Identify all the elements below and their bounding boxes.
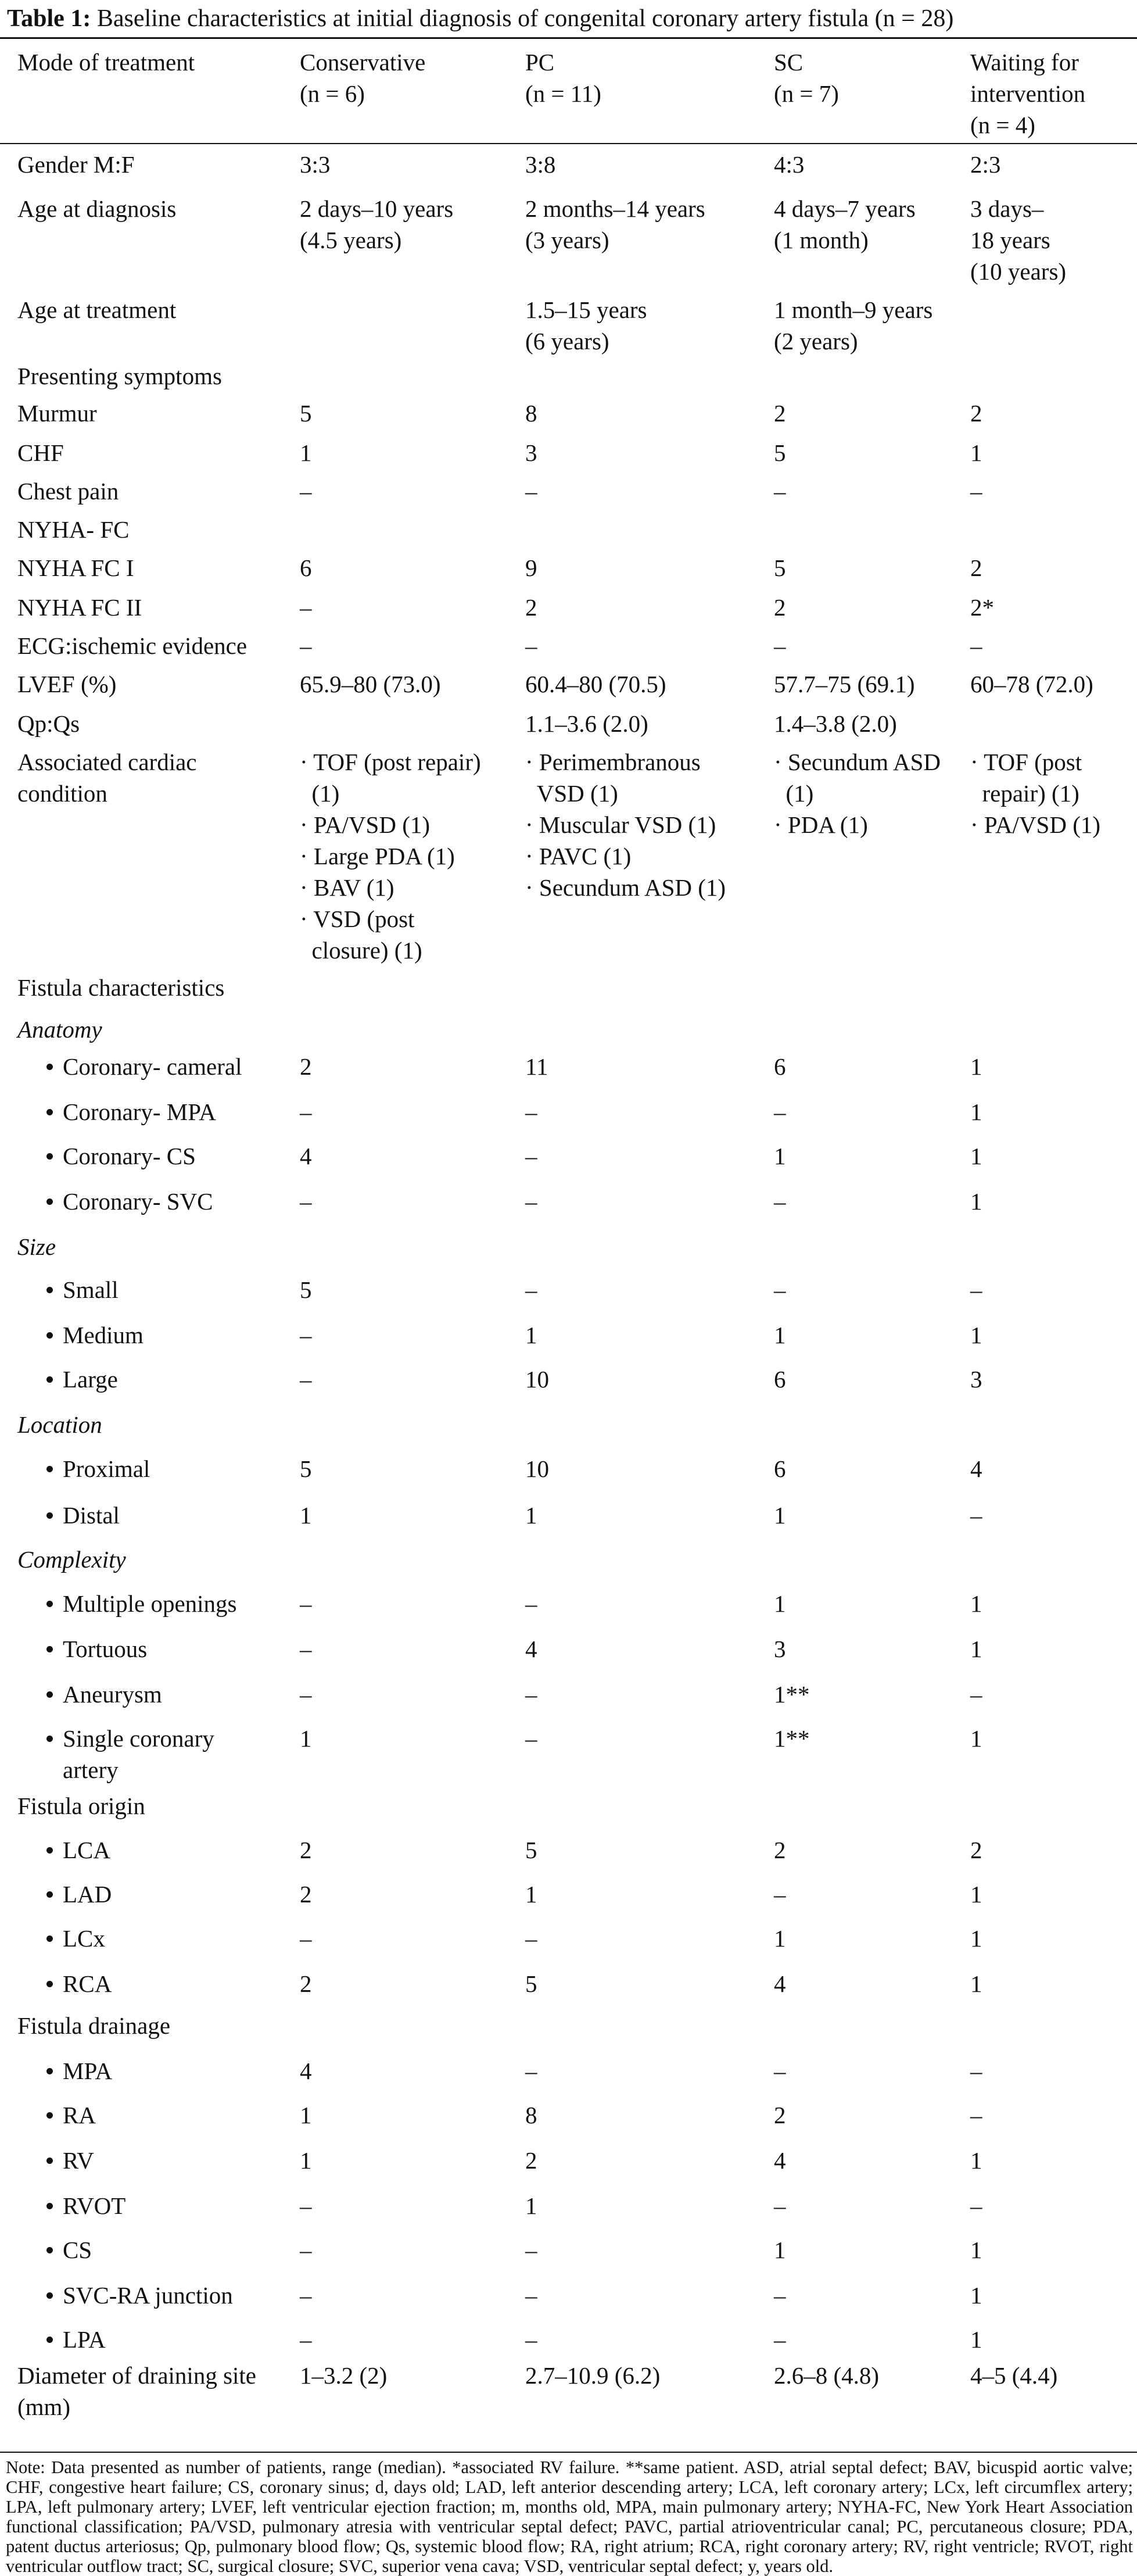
cell-sc: 2 (774, 400, 786, 427)
cell-conservative: – (300, 2282, 312, 2309)
cell-line: 1 month–9 years (774, 296, 933, 323)
cell-waiting: 1 (970, 1143, 982, 1169)
cell-line: Associated cardiac (17, 749, 197, 775)
bullet-icon (0, 2234, 58, 2266)
cell-line: · TOF (post (970, 749, 1082, 775)
cell-sc: 2 (774, 594, 786, 621)
cell-line: (4.5 years) (300, 227, 402, 253)
cell-waiting: 2 (970, 400, 982, 427)
cell-waiting: – (970, 2058, 982, 2084)
cell-line: Mode of treatment (17, 49, 195, 76)
cell-waiting: 1 (970, 439, 982, 466)
cell-sc: – (774, 1276, 786, 1303)
section-heading: Fistula origin (17, 1793, 145, 1819)
row-label: LCx (63, 1925, 105, 1952)
cell-waiting: 1 (970, 1881, 982, 1908)
cell-waiting: – (970, 1681, 982, 1708)
cell-line: (n = 6) (300, 80, 365, 107)
cell-line: (2 years) (774, 328, 858, 355)
row-label: NYHA FC I (17, 554, 134, 581)
cell-waiting: 1 (970, 1636, 982, 1662)
cell-pc: 60.4–80 (70.5) (525, 671, 666, 697)
cell-sc: – (774, 2326, 786, 2353)
table-label: Table 1: (7, 5, 91, 32)
cell-sc: 1** (774, 1681, 810, 1708)
cell-pc: 8 (525, 400, 537, 427)
row-label: RVOT (63, 2192, 126, 2219)
cell-line: VSD (1) (525, 780, 618, 807)
row-label: Gender M:F (17, 151, 135, 178)
cell-line: (1) (300, 780, 340, 807)
cell-waiting (970, 746, 1136, 840)
bullet-icon (0, 1679, 58, 1710)
cell-waiting: – (970, 2192, 982, 2219)
cell-waiting: 1 (970, 2282, 982, 2309)
cell-sc: 1 (774, 2237, 786, 2263)
section-heading: Fistula characteristics (17, 974, 225, 1001)
cell-waiting: 4–5 (4.4) (970, 2362, 1058, 2389)
cell-conservative: – (300, 1590, 312, 1617)
cell-line: (10 years) (970, 258, 1067, 285)
cell-conservative: 1 (300, 1502, 312, 1529)
cell-waiting: – (970, 2102, 982, 2128)
table-title: Baseline characteristics at initial diagnosis of congenital coronary artery fistula (n = 28) (96, 5, 954, 32)
cell-pc: – (525, 1188, 537, 1215)
cell-waiting: 1 (970, 1590, 982, 1617)
cell-waiting: 1 (970, 1053, 982, 1080)
cell-conservative: 4 (300, 1143, 312, 1169)
column-header-conservative (300, 46, 521, 109)
row-label: Coronary- CS (63, 1143, 196, 1169)
row-label: LVEF (%) (17, 671, 117, 697)
cell-pc: – (525, 2326, 537, 2353)
cell-pc: 11 (525, 1053, 548, 1080)
cell-line: closure) (1) (300, 937, 422, 964)
cell-pc (525, 193, 769, 256)
bullet-icon (0, 1274, 58, 1305)
bullet-icon (0, 1879, 58, 1910)
bullet-icon (0, 2145, 58, 2176)
cell-sc (774, 193, 966, 256)
cell-line: 2 days–10 years (300, 195, 454, 222)
row-label: Coronary- SVC (63, 1188, 213, 1215)
cell-pc: 1 (525, 1322, 537, 1348)
cell-line: intervention (970, 80, 1086, 107)
cell-sc (774, 294, 966, 357)
cell-conservative: 3:3 (300, 151, 331, 178)
cell-line: (n = 7) (774, 80, 839, 107)
row-label (17, 746, 296, 809)
bullet-icon (0, 1923, 58, 1954)
row-label: Aneurysm (63, 1681, 162, 1708)
cell-pc: 3:8 (525, 151, 556, 178)
cell-waiting: 2 (970, 554, 982, 581)
cell-waiting: 2 (970, 1837, 982, 1863)
cell-sc: 4 (774, 2147, 786, 2174)
cell-line: · PAVC (1) (525, 843, 632, 870)
cell-line: · Muscular VSD (1) (525, 811, 716, 838)
cell-line: (1 month) (774, 227, 869, 253)
bullet-icon (0, 1834, 58, 1866)
cell-line: SC (774, 49, 804, 76)
cell-conservative: – (300, 478, 312, 505)
row-label: RV (63, 2147, 94, 2174)
table-footnote: Note: Data presented as number of patients, range (median). *associated RV failure. **same patient. ASD, atrial septal defect; BAV, bicuspid aortic valve; CHF, congestive heart failure; CS, coronary sinus; d, days old; LAD, left anterior descending artery; LCA, left coronary artery; LCx, left circumflex artery; LPA, left pulmonary artery; LVEF, left ventricular ejection fraction; m, months old, MPA, main pulmonary artery; NYHA-FC, New York Heart Association functional classification; PA/VSD, pulmonary atresia with ventricular septal defect; PAVC, partial atrioventricular canal; PC, percutaneous closure; PDA, patent ductus arteriosus; Qp, pulmonary blood flow; Qs, systemic blood flow; RA, right atrium; RCA, right coronary artery; RV, right ventricle; RVOT, right ventricular outflow tract; SC, surgical closure; SVC, superior vena cava; VSD, ventricular septal defect; y, years old. (6, 2457, 1133, 2576)
cell-line: · TOF (post repair) (300, 749, 481, 775)
cell-conservative: – (300, 632, 312, 659)
cell-conservative: – (300, 2192, 312, 2219)
cell-sc: 4:3 (774, 151, 805, 178)
row-label: RCA (63, 1970, 112, 1997)
cell-pc: 8 (525, 2102, 537, 2128)
cell-sc: 1 (774, 1925, 786, 1952)
bullet-icon (0, 2055, 58, 2087)
cell-line: · PA/VSD (1) (970, 811, 1101, 838)
section-heading: Fistula drainage (17, 2012, 171, 2039)
row-label: Qp:Qs (17, 710, 80, 737)
cell-pc: – (525, 2282, 537, 2309)
cell-sc: 1 (774, 1143, 786, 1169)
cell-line: (n = 4) (970, 112, 1035, 138)
cell-conservative: 2 (300, 1881, 312, 1908)
cell-sc: – (774, 2282, 786, 2309)
bottom-rule (0, 2452, 1137, 2453)
section-heading: NYHA- FC (17, 516, 130, 543)
subsection-heading: Complexity (17, 1546, 126, 1573)
cell-line: · VSD (post (300, 906, 415, 932)
cell-line: · Secundum ASD (1) (525, 874, 726, 901)
section-heading: Presenting symptoms (17, 363, 222, 389)
cell-conservative: 2 (300, 1053, 312, 1080)
bullet-icon (0, 1186, 58, 1217)
cell-line: · PA/VSD (1) (300, 811, 431, 838)
cell-pc: – (525, 2058, 537, 2084)
cell-line: (n = 11) (525, 80, 601, 107)
cell-sc: 1 (774, 1502, 786, 1529)
cell-line: · PDA (1) (774, 811, 868, 838)
cell-waiting: 1 (970, 1188, 982, 1215)
cell-sc: 6 (774, 1455, 786, 1482)
cell-sc: 6 (774, 1053, 786, 1080)
cell-waiting: 3 (970, 1366, 982, 1393)
cell-line: 4 days–7 years (774, 195, 916, 222)
cell-sc: 4 (774, 1970, 786, 1997)
cell-sc: 6 (774, 1366, 786, 1393)
cell-line: repair) (1) (970, 780, 1079, 807)
cell-line: artery (63, 1756, 119, 1783)
cell-pc: – (525, 1276, 537, 1303)
cell-pc: 2.7–10.9 (6.2) (525, 2362, 661, 2389)
cell-pc: – (525, 1681, 537, 1708)
row-label: LAD (63, 1881, 112, 1908)
row-label: RA (63, 2102, 96, 2128)
cell-conservative: – (300, 1099, 312, 1125)
subsection-heading: Anatomy (17, 1016, 102, 1043)
bullet-icon (0, 1633, 58, 1665)
cell-sc (774, 746, 966, 840)
bullet-icon (0, 1319, 58, 1351)
cell-line: · Secundum ASD (774, 749, 941, 775)
bullet-icon (0, 1051, 58, 1082)
column-header-mode-of-treatment (17, 46, 296, 78)
cell-line: (1) (774, 780, 814, 807)
cell-sc: – (774, 1099, 786, 1125)
cell-waiting: 1 (970, 2237, 982, 2263)
cell-conservative: 65.9–80 (73.0) (300, 671, 441, 697)
cell-sc: – (774, 2058, 786, 2084)
row-label: Coronary- cameral (63, 1053, 242, 1080)
row-label: CS (63, 2237, 92, 2263)
row-label: CHF (17, 439, 64, 466)
cell-pc: – (525, 632, 537, 659)
cell-sc: 1** (774, 1725, 810, 1752)
bullet-icon (0, 2324, 58, 2355)
cell-pc: – (525, 2237, 537, 2263)
cell-pc: 4 (525, 1636, 537, 1662)
cell-conservative: – (300, 2326, 312, 2353)
cell-waiting: 4 (970, 1455, 982, 1482)
cell-sc: – (774, 1881, 786, 1908)
cell-conservative: – (300, 594, 312, 621)
cell-conservative: 1 (300, 439, 312, 466)
cell-conservative: – (300, 1681, 312, 1708)
cell-conservative: – (300, 1366, 312, 1393)
cell-waiting: 1 (970, 1970, 982, 1997)
subsection-heading: Location (17, 1411, 102, 1438)
row-label: Tortuous (63, 1636, 148, 1662)
cell-line: (6 years) (525, 328, 609, 355)
row-label: Large (63, 1366, 118, 1393)
bullet-icon (0, 2280, 58, 2311)
cell-sc: 1 (774, 1322, 786, 1348)
cell-waiting: 1 (970, 1099, 982, 1125)
cell-sc: 2 (774, 1837, 786, 1863)
cell-pc: 3 (525, 439, 537, 466)
cell-conservative: 1–3.2 (2) (300, 2362, 388, 2389)
cell-waiting: 60–78 (72.0) (970, 671, 1093, 697)
cell-conservative: – (300, 1925, 312, 1952)
cell-pc: 5 (525, 1837, 537, 1863)
row-label (17, 2360, 296, 2423)
cell-pc: 9 (525, 554, 537, 581)
row-label: NYHA FC II (17, 594, 142, 621)
cell-pc: 2 (525, 2147, 537, 2174)
cell-line: 18 years (970, 227, 1050, 253)
cell-conservative: 6 (300, 554, 312, 581)
cell-waiting: 1 (970, 2147, 982, 2174)
bullet-icon (0, 1140, 58, 1172)
cell-waiting (970, 193, 1136, 287)
cell-line: Waiting for (970, 49, 1079, 76)
row-label: Age at treatment (17, 296, 177, 323)
cell-waiting: 1 (970, 1725, 982, 1752)
row-label: LPA (63, 2326, 106, 2353)
cell-conservative: 1 (300, 2102, 312, 2128)
cell-pc: 1 (525, 1502, 537, 1529)
cell-sc: 1.4–3.8 (2.0) (774, 710, 897, 737)
cell-sc: – (774, 1188, 786, 1215)
cell-sc: – (774, 2192, 786, 2219)
cell-conservative: – (300, 1636, 312, 1662)
table-caption (7, 1, 1134, 36)
cell-line: 2 months–14 years (525, 195, 705, 222)
row-label: Coronary- MPA (63, 1099, 216, 1125)
cell-conservative (300, 193, 521, 256)
cell-line: Single coronary (63, 1725, 214, 1752)
cell-conservative: 5 (300, 1276, 312, 1303)
cell-pc: – (525, 1099, 537, 1125)
cell-conservative: 4 (300, 2058, 312, 2084)
cell-pc: – (525, 478, 537, 505)
bullet-icon (0, 2190, 58, 2221)
cell-pc: – (525, 1590, 537, 1617)
column-header-sc (774, 46, 966, 109)
row-label: SVC-RA junction (63, 2282, 233, 2309)
row-label: Age at diagnosis (17, 195, 177, 222)
cell-line: 3 days– (970, 195, 1044, 222)
cell-line: · BAV (1) (300, 874, 394, 901)
subsection-heading: Size (17, 1233, 56, 1260)
row-label: Murmur (17, 400, 97, 427)
cell-pc: 10 (525, 1455, 549, 1482)
cell-pc: – (525, 1143, 537, 1169)
row-label: Small (63, 1276, 119, 1303)
cell-waiting: 1 (970, 1925, 982, 1952)
cell-pc (525, 294, 769, 357)
row-label: Proximal (63, 1455, 150, 1482)
row-label: Medium (63, 1322, 144, 1348)
cell-line: Diameter of draining site (17, 2362, 257, 2389)
bullet-icon (0, 1723, 58, 1754)
cell-sc: 2.6–8 (4.8) (774, 2362, 880, 2389)
row-label: MPA (63, 2058, 113, 2084)
cell-sc: 5 (774, 554, 786, 581)
cell-conservative: 1 (300, 1725, 312, 1752)
cell-line: Conservative (300, 49, 426, 76)
bullet-icon (0, 1968, 58, 1999)
cell-sc: 2 (774, 2102, 786, 2128)
cell-waiting: – (970, 1502, 982, 1529)
cell-line: (3 years) (525, 227, 609, 253)
bullet-icon (0, 2099, 58, 2131)
cell-conservative: – (300, 1188, 312, 1215)
cell-waiting: 2* (970, 594, 994, 621)
row-label: LCA (63, 1837, 110, 1863)
cell-waiting: – (970, 478, 982, 505)
cell-waiting: – (970, 1276, 982, 1303)
cell-conservative: 5 (300, 1455, 312, 1482)
cell-sc: 5 (774, 439, 786, 466)
cell-conservative: 5 (300, 400, 312, 427)
cell-conservative: 2 (300, 1837, 312, 1863)
cell-waiting: 1 (970, 2326, 982, 2353)
column-header-pc (525, 46, 769, 109)
row-label: Distal (63, 1502, 120, 1529)
column-header-waiting-for (970, 46, 1136, 141)
cell-pc: 2 (525, 594, 537, 621)
bullet-icon (0, 1588, 58, 1619)
cell-sc: 3 (774, 1636, 786, 1662)
bullet-icon (0, 1500, 58, 1531)
header-rule (0, 143, 1137, 144)
bullet-icon (0, 1453, 58, 1484)
cell-pc: – (525, 1925, 537, 1952)
cell-line: 1.5–15 years (525, 296, 647, 323)
cell-sc: – (774, 632, 786, 659)
cell-line: condition (17, 780, 107, 807)
cell-pc: 10 (525, 1366, 549, 1393)
row-label: ECG:ischemic evidence (17, 632, 248, 659)
row-label: Chest pain (17, 478, 119, 505)
cell-pc: 5 (525, 1970, 537, 1997)
cell-waiting: 1 (970, 1322, 982, 1348)
cell-pc: 1.1–3.6 (2.0) (525, 710, 648, 737)
row-label (63, 1723, 295, 1786)
cell-conservative (300, 746, 521, 966)
cell-line: · Perimembranous (525, 749, 701, 775)
cell-pc: 1 (525, 1881, 537, 1908)
bullet-icon (0, 1364, 58, 1395)
cell-line: · Large PDA (1) (300, 843, 455, 870)
cell-waiting: 2:3 (970, 151, 1001, 178)
cell-conservative: – (300, 1322, 312, 1348)
cell-conservative: – (300, 2237, 312, 2263)
cell-conservative: 1 (300, 2147, 312, 2174)
cell-conservative: 2 (300, 1970, 312, 1997)
cell-sc: 57.7–75 (69.1) (774, 671, 915, 697)
cell-pc: 1 (525, 2192, 537, 2219)
cell-waiting: – (970, 632, 982, 659)
cell-sc: 1 (774, 1590, 786, 1617)
cell-sc: – (774, 478, 786, 505)
cell-line: (mm) (17, 2393, 71, 2420)
top-rule (0, 37, 1137, 39)
cell-line: PC (525, 49, 555, 76)
cell-pc: – (525, 1725, 537, 1752)
bullet-icon (0, 1096, 58, 1128)
cell-pc (525, 746, 769, 903)
row-label: Multiple openings (63, 1590, 237, 1617)
